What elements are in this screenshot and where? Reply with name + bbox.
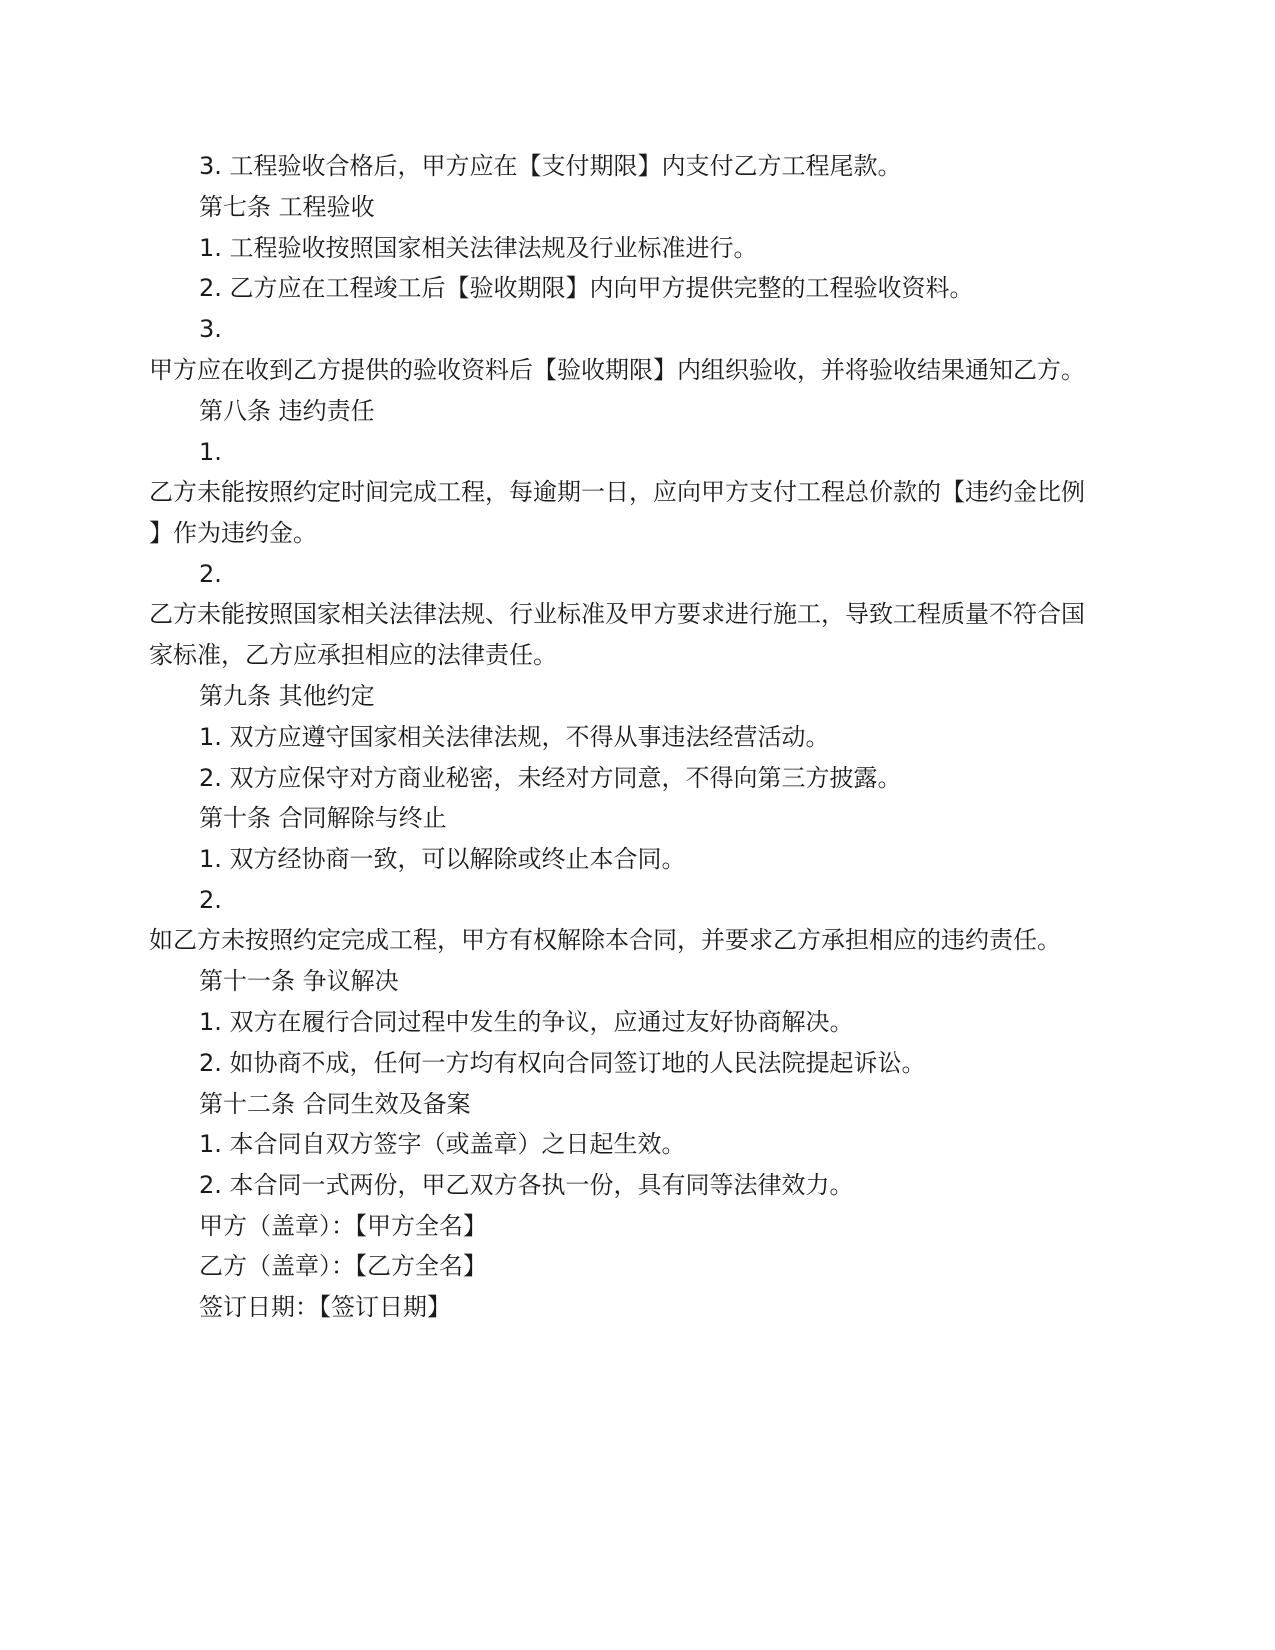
clause-10-item-1: 1. 双方经协商一致，可以解除或终止本合同。: [199, 845, 686, 873]
clause-11-item-2: 2. 如协商不成，任何一方均有权向合同签订地的人民法院提起诉讼。: [199, 1049, 926, 1077]
clause-10-item-2-number: 2.: [199, 886, 222, 914]
clause-12-item-2: 2. 本合同一式两份，甲乙双方各执一份，具有同等法律效力。: [199, 1171, 854, 1199]
clause-7-item-1: 1. 工程验收按照国家相关法律法规及行业标准进行。: [199, 234, 758, 262]
party-a-signature: 甲方（盖章）：【甲方全名】: [199, 1212, 487, 1240]
article-11-heading: 第十一条 争议解决: [199, 967, 399, 995]
clause-9-item-2: 2. 双方应保守对方商业秘密，未经对方同意，不得向第三方披露。: [199, 764, 902, 792]
article-9-heading: 第九条 其他约定: [199, 682, 375, 710]
clause-6-item-3: 3. 工程验收合格后，甲方应在【支付期限】内支付乙方工程尾款。: [199, 152, 902, 180]
clause-11-item-1: 1. 双方在履行合同过程中发生的争议，应通过友好协商解决。: [199, 1008, 854, 1036]
clause-7-item-2: 2. 乙方应在工程竣工后【验收期限】内向甲方提供完整的工程验收资料。: [199, 274, 974, 302]
clause-8-item-1-number: 1.: [199, 438, 222, 466]
clause-8-item-2-text-cont: 家标准，乙方应承担相应的法律责任。: [149, 641, 557, 669]
signing-date: 签订日期：【签订日期】: [199, 1293, 451, 1321]
clause-8-item-2-number: 2.: [199, 560, 222, 588]
clause-8-item-2-text: 乙方未能按照国家相关法律法规、行业标准及甲方要求进行施工，导致工程质量不符合国: [149, 600, 1085, 628]
article-10-heading: 第十条 合同解除与终止: [199, 804, 447, 832]
article-12-heading: 第十二条 合同生效及备案: [199, 1090, 471, 1118]
article-8-heading: 第八条 违约责任: [199, 397, 375, 425]
clause-12-item-1: 1. 本合同自双方签字（或盖章）之日起生效。: [199, 1130, 686, 1158]
clause-7-item-3-text: 甲方应在收到乙方提供的验收资料后【验收期限】内组织验收，并将验收结果通知乙方。: [149, 356, 1085, 384]
clause-9-item-1: 1. 双方应遵守国家相关法律法规，不得从事违法经营活动。: [199, 723, 830, 751]
clause-7-item-3-number: 3.: [199, 315, 222, 343]
clause-8-item-1-text: 乙方未能按照约定时间完成工程，每逾期一日，应向甲方支付工程总价款的【违约金比例: [149, 478, 1085, 506]
clause-8-item-1-text-cont: 】作为违约金。: [149, 519, 317, 547]
clause-10-item-2-text: 如乙方未按照约定完成工程，甲方有权解除本合同，并要求乙方承担相应的违约责任。: [149, 926, 1061, 954]
article-7-heading: 第七条 工程验收: [199, 193, 375, 221]
party-b-signature: 乙方（盖章）：【乙方全名】: [199, 1252, 487, 1280]
